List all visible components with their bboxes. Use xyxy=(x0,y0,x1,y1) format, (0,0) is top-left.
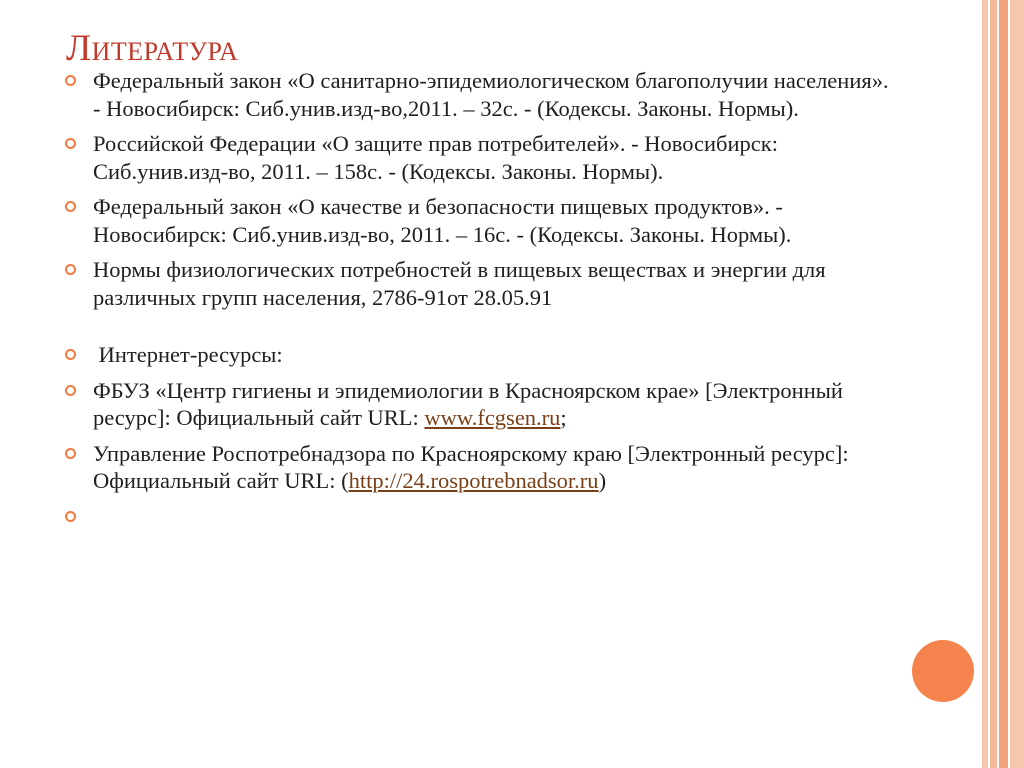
list-item-empty xyxy=(64,503,894,530)
bullet-icon xyxy=(65,349,76,360)
list-item xyxy=(64,440,894,495)
bullet-icon xyxy=(65,75,76,86)
list-item-text: ФБУЗ «Центр гигиены и эпидемиологии в Красноярском крае» [Электронный ресурс]: Официальный сайт URL: xyxy=(93,377,843,430)
list-item-text: Российской Федерации «О защите прав потребителей». - Новосибирск: Сиб.унив.изд-во, 2011. – 158с. - (Кодексы. Законы. Нормы). xyxy=(93,131,778,184)
link-rospotrebnadsor[interactable]: http://24.rospotrebnadsor.ru xyxy=(348,468,599,493)
bullet-icon xyxy=(65,511,76,522)
bullet-icon xyxy=(65,385,76,396)
slide-title: Литература xyxy=(66,28,239,69)
list-item-suffix: ; xyxy=(560,405,567,430)
decorative-circle xyxy=(912,640,974,702)
list-item-text: Управление Роспотребнадзора по Красноярскому краю [Электронный ресурс]: Официальный сайт URL: ( xyxy=(93,440,849,493)
bullet-icon xyxy=(65,138,76,149)
list-item-text: Федеральный закон «О санитарно-эпидемиологическом благополучии населения». - Новосибирск: Сиб.унив.изд-во,2011. – 32с. - (Кодексы. Законы. Нормы). xyxy=(93,68,889,121)
list-item xyxy=(64,67,894,122)
list-item-suffix: ) xyxy=(598,468,607,493)
bibliography-list xyxy=(64,67,894,538)
bullet-icon xyxy=(65,264,76,275)
bullet-icon xyxy=(65,448,76,459)
list-item-text: Интернет-ресурсы: xyxy=(93,342,283,367)
link-fcgsen[interactable]: www.fcgsen.ru xyxy=(424,405,561,430)
list-item xyxy=(64,193,894,248)
list-item xyxy=(64,377,894,432)
list-item-text: Нормы физиологических потребностей в пищевых веществах и энергии для различных групп населения, 2786-91от 28.05.91 xyxy=(93,257,826,310)
bullet-icon xyxy=(65,201,76,212)
list-item xyxy=(64,130,894,185)
list-item xyxy=(64,256,894,311)
decorative-side-stripes xyxy=(982,0,1024,768)
list-item-text: Федеральный закон «О качестве и безопасности пищевых продуктов». - Новосибирск: Сиб.унив.изд-во, 2011. – 16с. - (Кодексы. Законы. Нормы). xyxy=(93,194,792,247)
list-item-internet-resources xyxy=(64,341,894,369)
